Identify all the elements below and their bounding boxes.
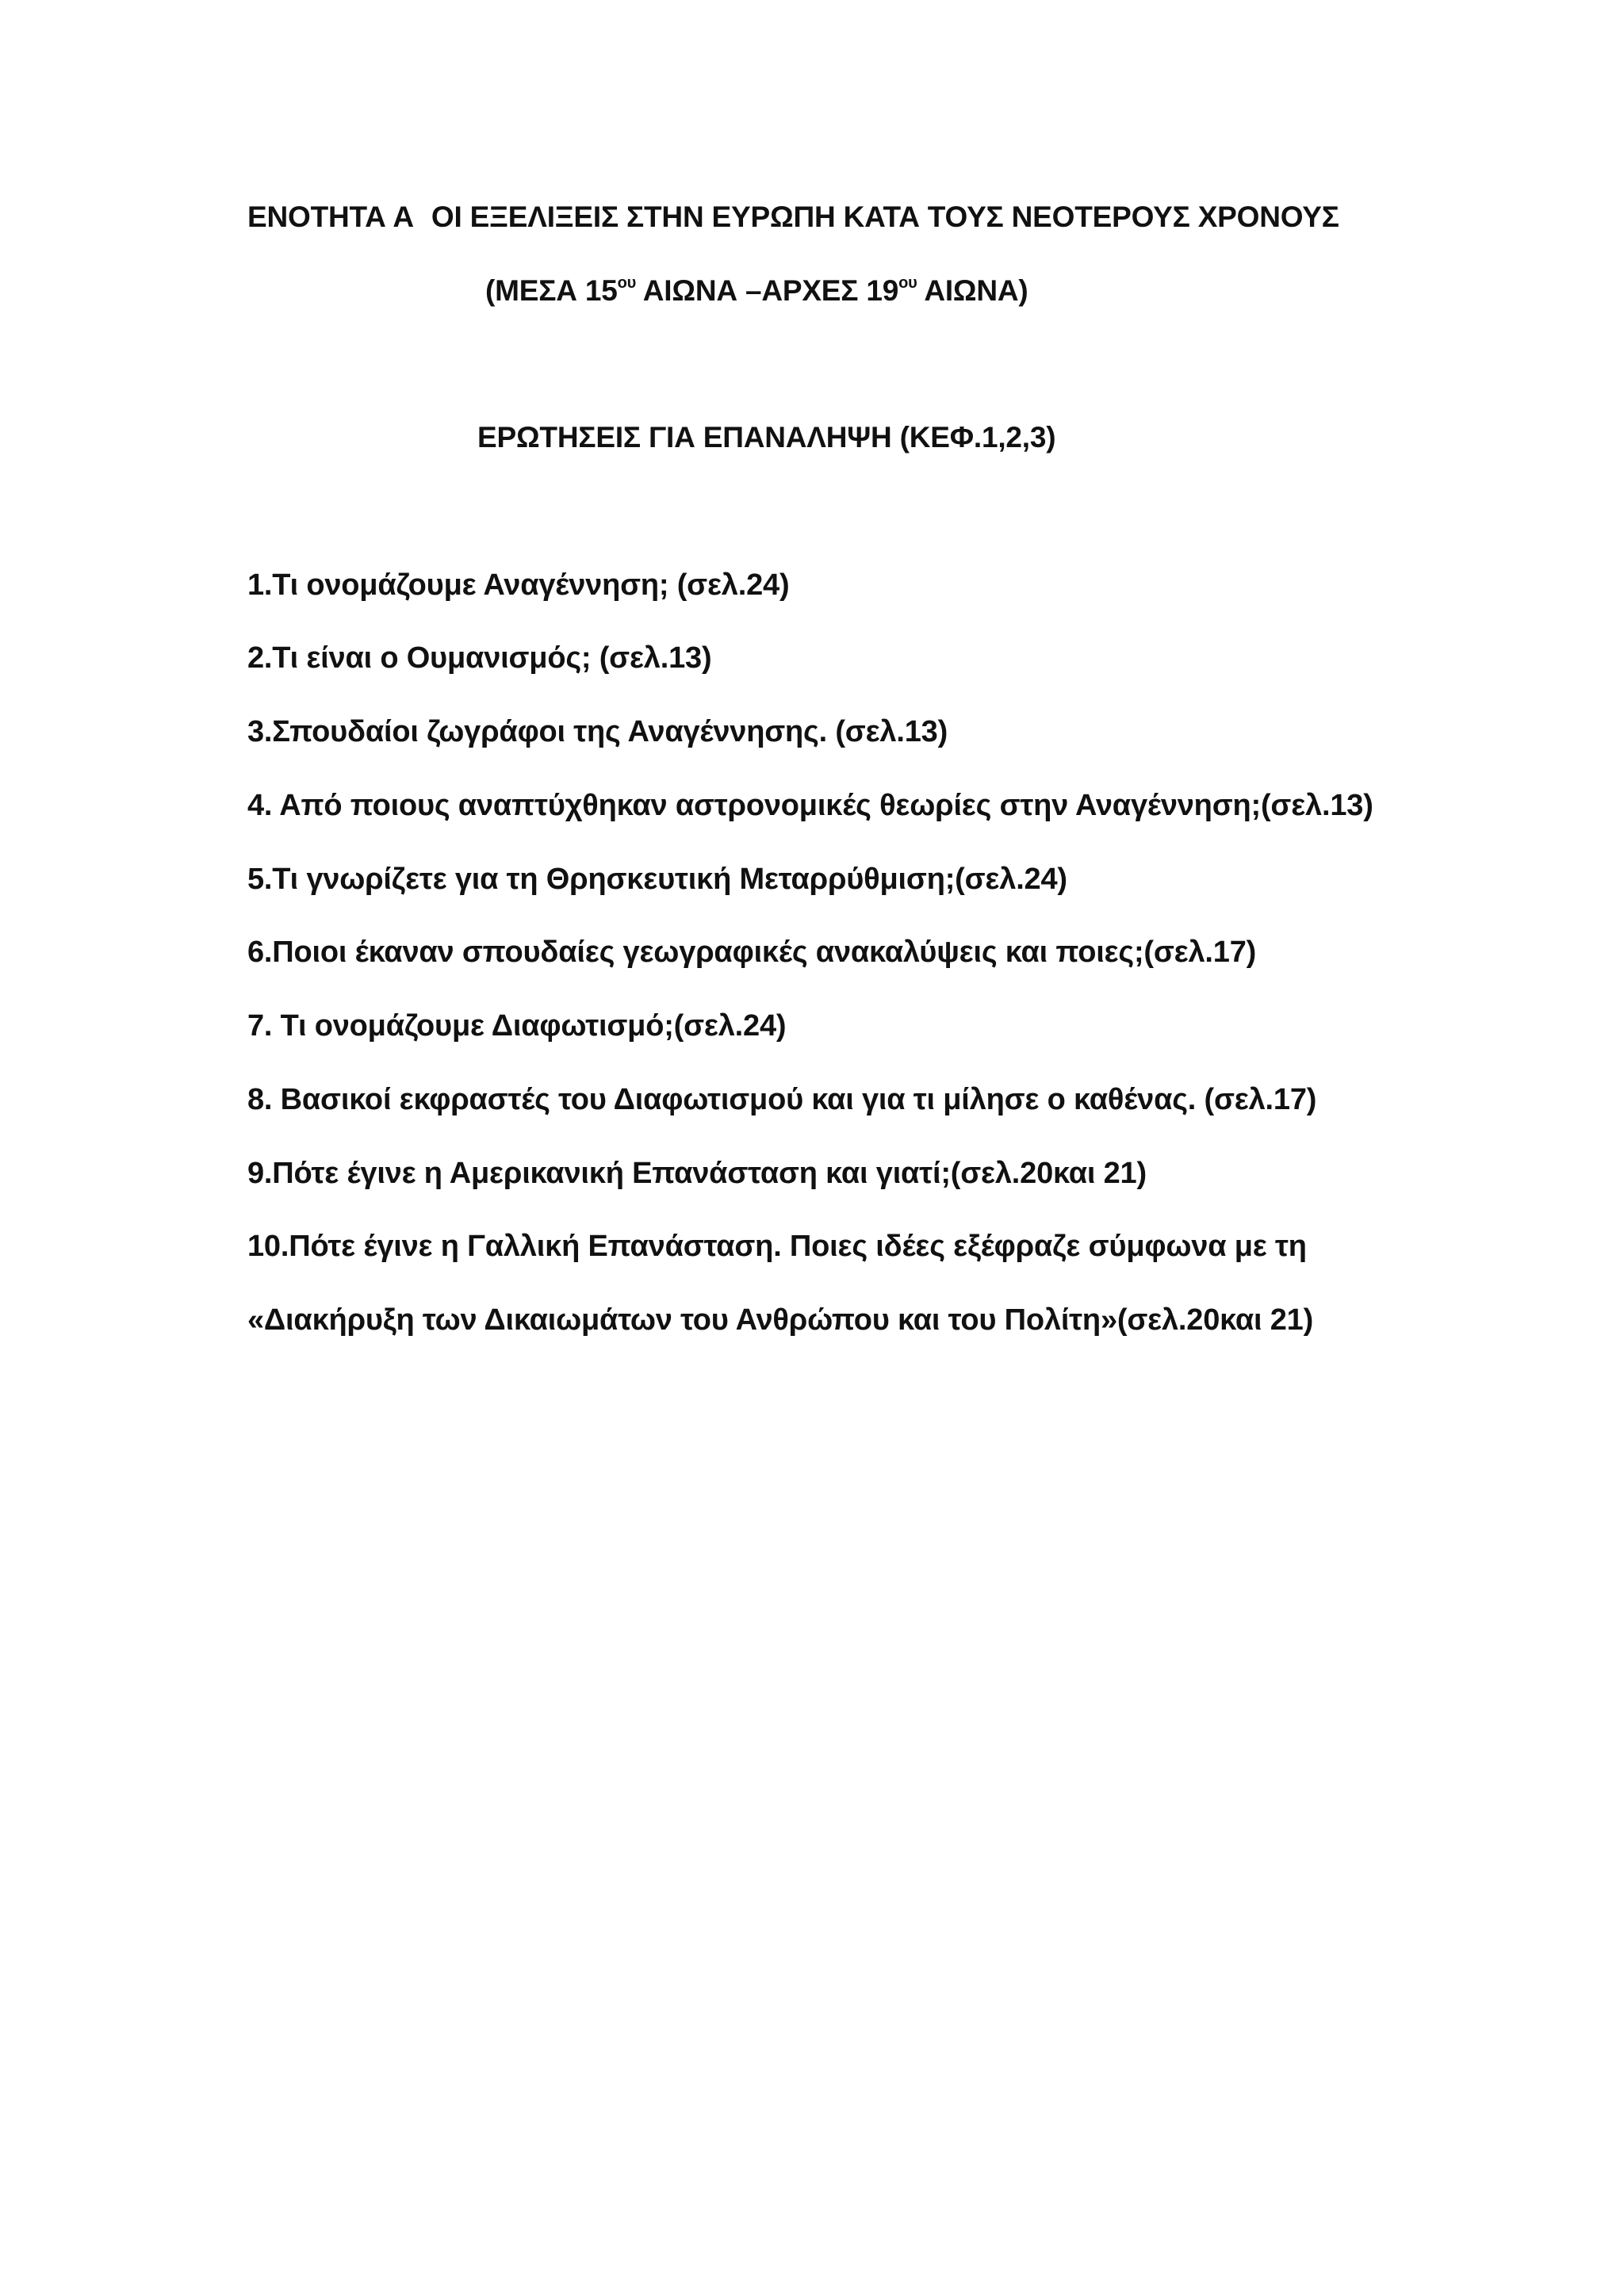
period-sup-1: ου: [617, 274, 637, 292]
question-9: 9.Πότε έγινε η Αμερικανική Επανάσταση και γιατί;(σελ.20και 21): [247, 1157, 1147, 1190]
question-5: 5.Τι γνωρίζετε για τη Θρησκευτική Μεταρρύθμιση;(σελ.24): [247, 863, 1067, 896]
question-2: 2.Τι είναι ο Ουμανισμός; (σελ.13): [247, 641, 712, 675]
question-7: 7. Τι ονομάζουμε Διαφωτισμό;(σελ.24): [247, 1009, 787, 1043]
question-10: 10.Πότε έγινε η Γαλλική Επανάσταση. Ποιες ιδέες εξέφραζε σύμφωνα με τη: [247, 1230, 1307, 1263]
unit-title: [247, 200, 1339, 235]
question-3: 3.Σπουδαίοι ζωγράφοι της Αναγέννησης. (σελ.13): [247, 715, 948, 748]
unit-label: ΕΝΟΤΗΤΑ Α: [247, 201, 414, 233]
period-sup-2: ου: [898, 274, 917, 292]
question-1: 1.Τι ονομάζουμε Αναγέννηση; (σελ.24): [247, 568, 790, 602]
question-8: 8. Βασικοί εκφραστές του Διαφωτισμού και για τι μίλησε ο καθένας. (σελ.17): [247, 1083, 1317, 1116]
question-6: 6.Ποιοι έκαναν σπουδαίες γεωγραφικές ανακαλύψεις και ποιες;(σελ.17): [247, 936, 1257, 969]
period-part-1: (ΜΕΣΑ 15: [485, 274, 618, 307]
period-part-3: ΑΙΩΝΑ): [917, 274, 1028, 307]
review-title: ΕΡΩΤΗΣΕΙΣ ΓΙΑ ΕΠΑΝΑΛΗΨΗ (ΚΕΦ.1,2,3): [477, 421, 1056, 453]
period-subtitle: [485, 274, 1028, 308]
unit-title-text: ΟΙ ΕΞΕΛΙΞΕΙΣ ΣΤΗΝ ΕΥΡΩΠΗ ΚΑΤΑ ΤΟΥΣ ΝΕΟΤΕΡΟΥΣ ΧΡΟΝΟΥΣ: [431, 201, 1339, 233]
question-10-continued: «Διακήρυξη των Δικαιωμάτων του Ανθρώπου και του Πολίτη»(σελ.20και 21): [247, 1303, 1314, 1337]
question-4: 4. Από ποιους αναπτύχθηκαν αστρονομικές θεωρίες στην Αναγέννηση;(σελ.13): [247, 789, 1373, 822]
period-part-2: ΑΙΩΝΑ –ΑΡΧΕΣ 19: [636, 274, 899, 307]
